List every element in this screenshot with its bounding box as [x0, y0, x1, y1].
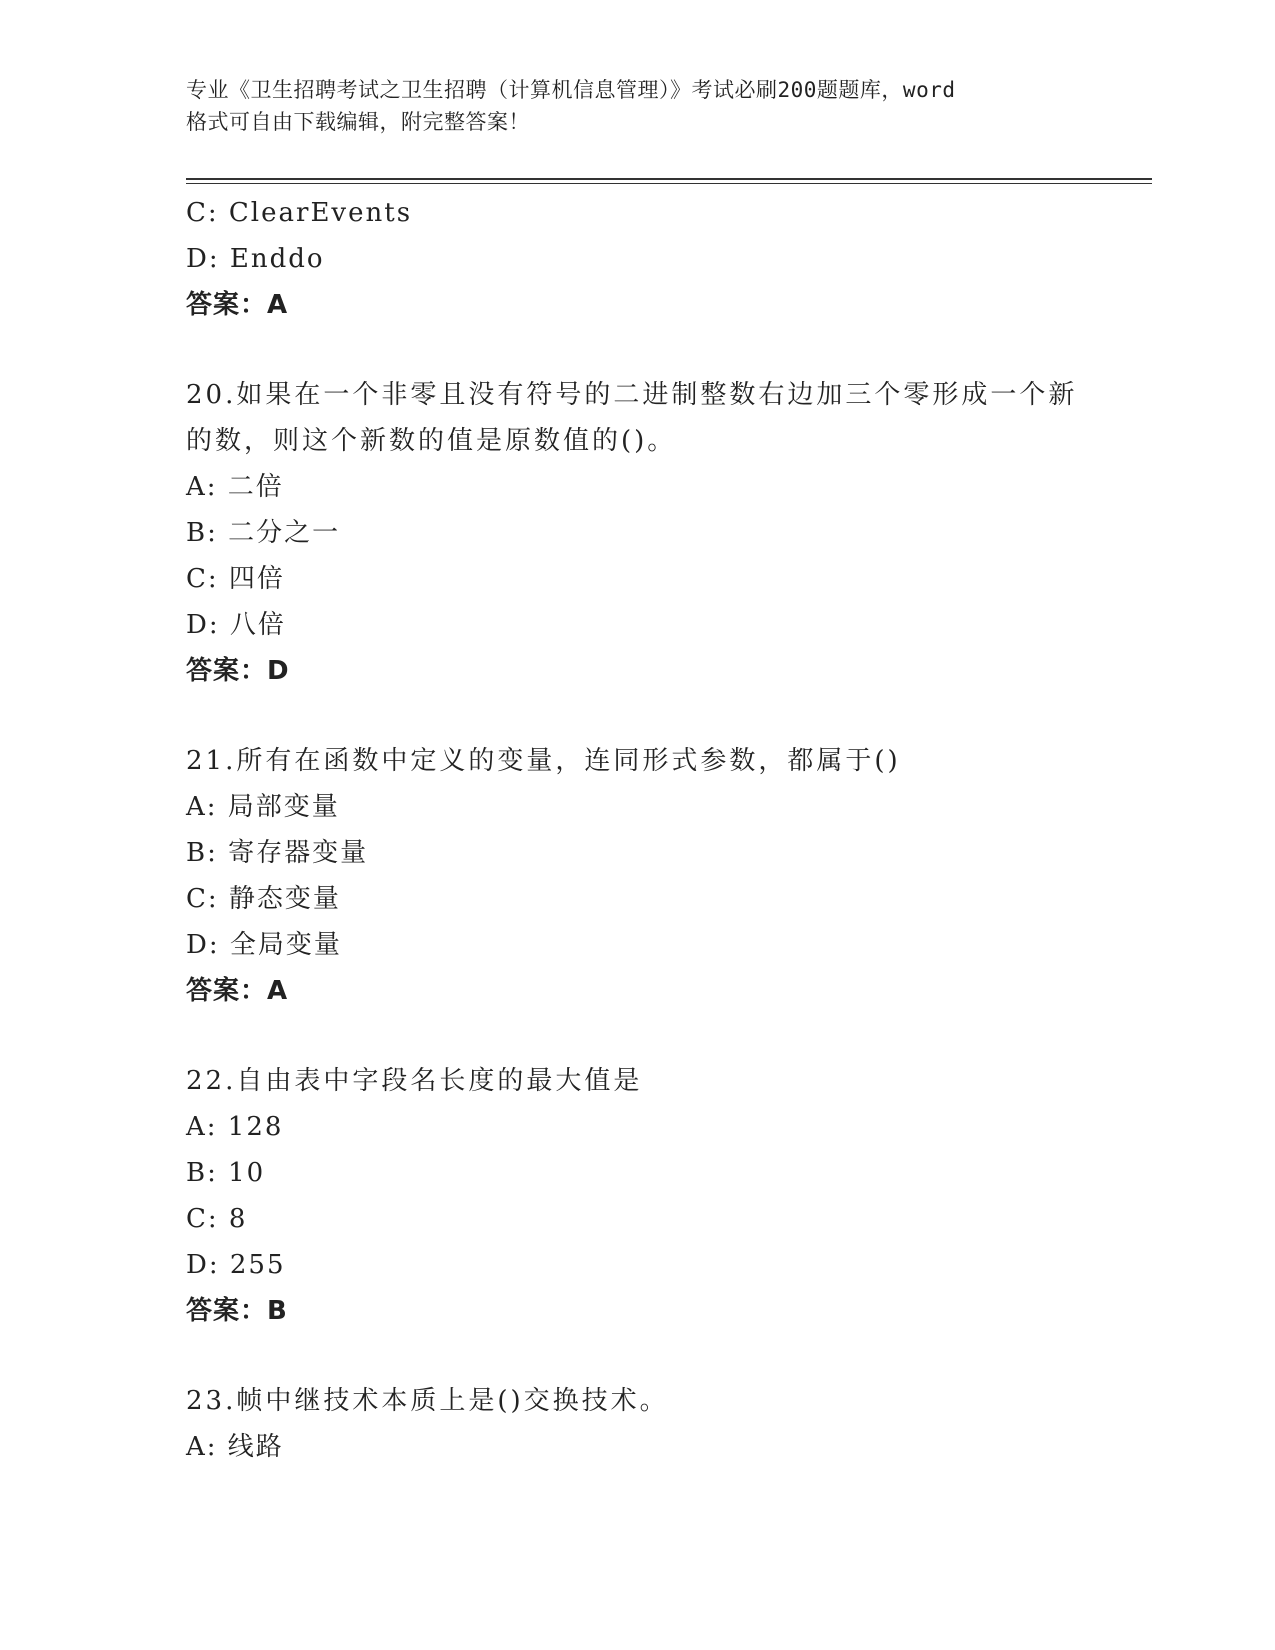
- option-b: B: 寄存器变量: [186, 838, 369, 868]
- spacer: [186, 694, 1086, 738]
- option-a: A: 局部变量: [186, 792, 340, 822]
- option-b: B: 二分之一: [186, 518, 341, 548]
- answer-line: 答案：A: [186, 290, 289, 320]
- answer-line: 答案：B: [186, 1296, 288, 1326]
- option-c: C: 8: [186, 1204, 248, 1234]
- question-21: [186, 738, 1086, 1014]
- option-a: A: 线路: [186, 1432, 284, 1462]
- spacer: [186, 1334, 1086, 1378]
- option-c: C: 四倍: [186, 564, 285, 594]
- spacer: [186, 1014, 1086, 1058]
- question-23: [186, 1378, 1086, 1470]
- spacer: [186, 328, 1086, 372]
- question-stem-line-1: 22.自由表中字段名长度的最大值是: [186, 1066, 643, 1096]
- header-line-1: 专业《卫生招聘考试之卫生招聘（计算机信息管理）》考试必刷200题题库，word: [186, 78, 956, 102]
- option-c: C: 静态变量: [186, 884, 341, 914]
- option-d: D: 八倍: [186, 610, 286, 640]
- option-a: A: 二倍: [186, 472, 284, 502]
- document-header: [186, 74, 1086, 138]
- header-divider-thin: [186, 183, 1152, 184]
- document-content: [186, 190, 1086, 1470]
- option-b: B: 10: [186, 1158, 266, 1188]
- answer-line: 答案：A: [186, 976, 289, 1006]
- question-stem-line-2: 的数，则这个新数的值是原数值的()。: [186, 426, 677, 456]
- question-19-continuation: [186, 190, 1086, 328]
- answer-line: 答案：D: [186, 656, 290, 686]
- question-22: [186, 1058, 1086, 1334]
- header-divider-thick: [186, 178, 1152, 180]
- option-d: D: Enddo: [186, 244, 325, 274]
- option-d: D: 全局变量: [186, 930, 342, 960]
- question-stem-line-1: 23.帧中继技术本质上是()交换技术。: [186, 1386, 669, 1416]
- option-c: C: ClearEvents: [186, 198, 413, 228]
- header-line-2: 格式可自由下载编辑，附完整答案！: [186, 110, 530, 134]
- option-a: A: 128: [186, 1112, 284, 1142]
- question-stem-line-1: 21.所有在函数中定义的变量，连同形式参数，都属于(): [186, 746, 901, 776]
- option-d: D: 255: [186, 1250, 286, 1280]
- question-stem-line-1: 20.如果在一个非零且没有符号的二进制整数右边加三个零形成一个新: [186, 380, 1078, 410]
- question-20: [186, 372, 1086, 694]
